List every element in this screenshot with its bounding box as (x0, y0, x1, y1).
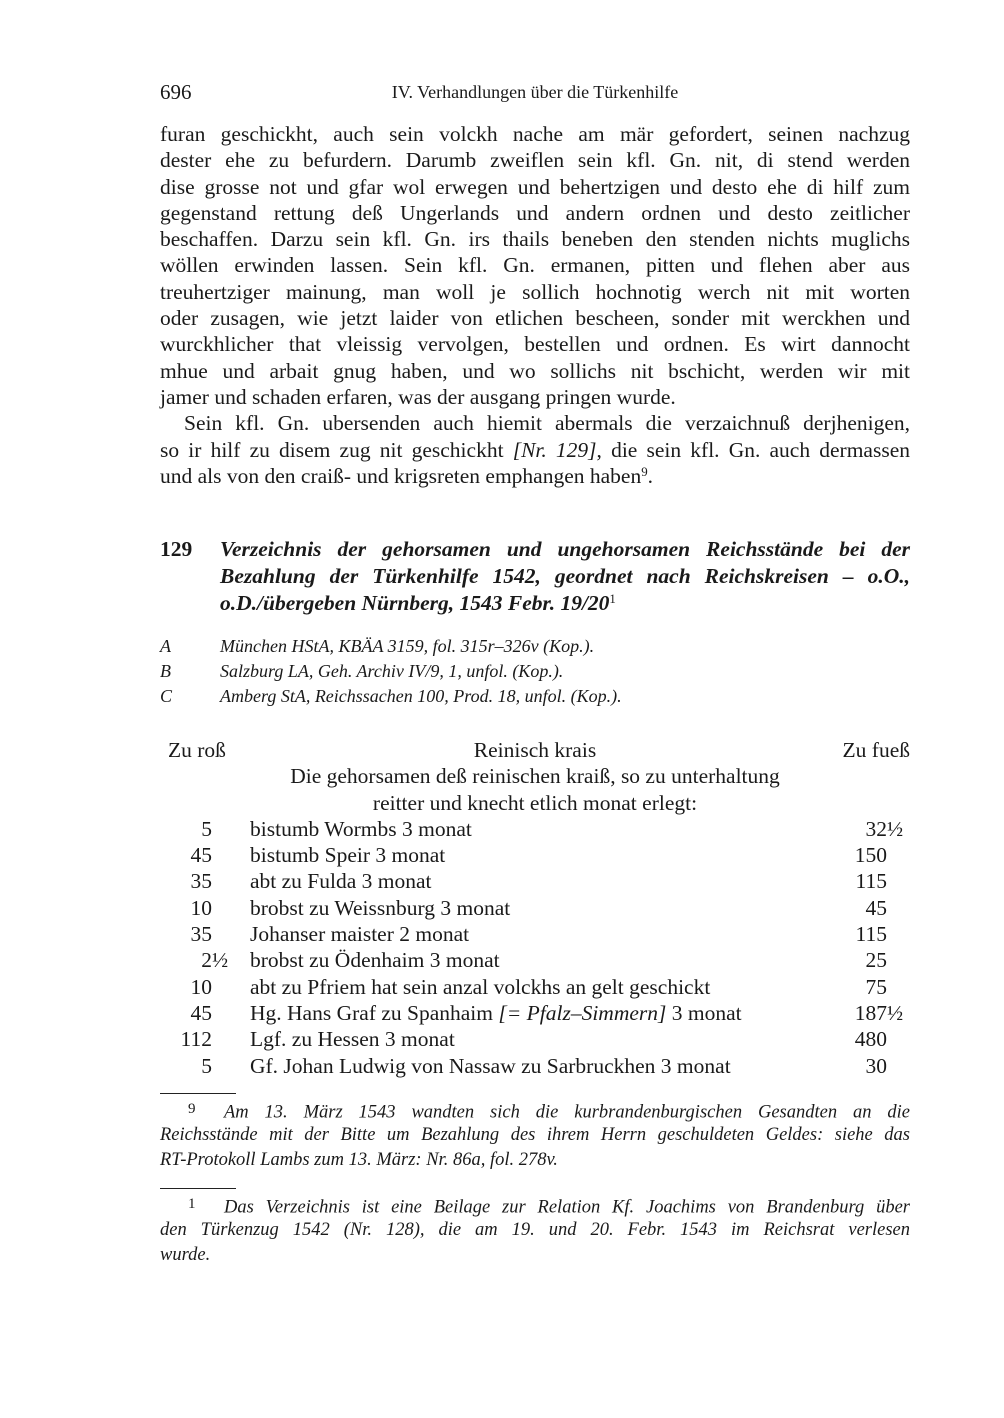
text: und als von den craiß- und krigsreten emphangen haben (160, 463, 642, 488)
footnote-9 (160, 1097, 910, 1174)
fuess-fraction: ½ (887, 816, 904, 841)
ross-value: 10 (190, 974, 212, 999)
siglum: A (160, 636, 171, 656)
table-row (160, 895, 910, 921)
body-line: gegenstand rettung deß Ungerlands und andern ordnen und desto zeitlicher (160, 200, 910, 225)
table-row (160, 921, 910, 947)
document-number: 129 (160, 537, 193, 561)
source-list (160, 634, 910, 709)
table-row (160, 816, 910, 842)
fuess-value: 115 (855, 922, 887, 947)
ross-value: 10 (190, 895, 212, 920)
text: 3 monat (666, 1000, 742, 1025)
text: Johanser maister 2 monat (250, 922, 470, 947)
text: , die sein kfl. Gn. auch dermassen (596, 437, 911, 462)
text: . (647, 463, 654, 488)
text: Das Verzeichnis ist eine Beilage zur Relation Kf. Joachims von Brandenburg über (224, 1197, 910, 1218)
body-line (160, 463, 910, 489)
table-row (160, 947, 910, 973)
ross-value: 35 (190, 922, 212, 947)
table-header (160, 737, 910, 763)
estate-name (250, 974, 710, 1000)
text: abt zu Fulda 3 monat (250, 869, 432, 894)
footnote-rule (160, 1188, 236, 1189)
body-line: dester ehe zu befurdern. Darumb zweiflen sein kfl. Gn. nit, di stend werden (160, 148, 910, 173)
table-row (160, 1000, 910, 1026)
text: bistumb Speir 3 monat (250, 843, 446, 868)
table-row (160, 1026, 910, 1052)
ross-value: 5 (201, 816, 212, 841)
footnote-1 (160, 1192, 910, 1269)
source-entry (160, 659, 910, 684)
fuess-value: 45 (865, 895, 887, 920)
column-header-fuess: Zu fueß (842, 738, 910, 762)
body-line: wurckhlicher that vleissig vervolgen, bestellen und ordnen. Es wirt dannocht (160, 332, 910, 357)
footnote-mark: 1 (188, 1196, 196, 1212)
table-row (160, 974, 910, 1000)
footnote-line: den Türkenzug 1542 (Nr. 128), die am 19. und 20. Febr. 1543 im Reichsrat verlesen (160, 1219, 910, 1240)
title-line (220, 590, 910, 617)
text: brobst zu Ödenhaim 3 monat (250, 948, 500, 973)
ross-value: 45 (190, 843, 212, 868)
ross-value: 5 (201, 1053, 212, 1078)
ross-value: 112 (180, 1027, 212, 1052)
subheading-line: reitter und knecht etlich monat erlegt: (372, 790, 698, 815)
text: Am 13. März 1543 wandten sich die kurbrandenburgischen Gesandten an die (224, 1102, 910, 1123)
estate-name (250, 1026, 455, 1052)
estate-name (250, 947, 500, 973)
footnote-line (160, 1192, 910, 1218)
table-subheading (160, 763, 910, 789)
footnote-line: RT-Protokoll Lambs zum 13. März: Nr. 86a, fol. 278v. (160, 1150, 558, 1170)
cross-reference: [Nr. 129] (512, 437, 597, 462)
ross-fraction: ½ (212, 948, 229, 973)
text: bistumb Wormbs 3 monat (250, 816, 472, 841)
footnote-mark: 9 (188, 1101, 196, 1117)
ross-value: 35 (190, 869, 212, 894)
siglum: C (160, 686, 173, 706)
text: Lgf. zu Hessen 3 monat (250, 1027, 455, 1052)
fuess-value: 150 (854, 843, 887, 868)
fuess-value: 480 (854, 1027, 887, 1052)
body-line: furan geschickht, auch sein volckh nache am mär gefordert, seinen nachzug (160, 122, 910, 146)
ross-value: 2 (201, 948, 212, 973)
text: brobst zu Weissnburg 3 monat (250, 895, 511, 920)
estate-name (250, 921, 469, 947)
column-header-krais: Reinisch krais (473, 738, 597, 762)
footnote-line (160, 1097, 910, 1123)
estate-name (250, 816, 472, 842)
body-line: dise grosse not und gfar wol erwegen und behertzigen und desto ehe di hilf zum (160, 174, 910, 199)
page-header (160, 80, 910, 108)
estate-name (250, 895, 510, 921)
footnote-line: Reichsstände mit der Bitte um Bezahlung des ihrem Herrn geschuldeten Geldes: siehe das (160, 1124, 910, 1145)
body-line: jamer und schaden erfaren, was der ausgang pringen wurde. (160, 384, 676, 409)
subheading-line: Die gehorsamen deß reinischen kraiß, so zu unterhaltung (290, 764, 780, 789)
siglum: B (160, 661, 171, 681)
fuess-value: 187 (854, 1000, 887, 1025)
source-entry (160, 684, 910, 709)
document-heading (160, 536, 910, 617)
table-subheading (160, 790, 910, 816)
source-text: München HStA, KBÄA 3159, fol. 315r–326v (Kop.). (220, 636, 595, 656)
text: so ir hilf zu disem zug nit geschickht (160, 437, 513, 462)
fuess-value: 32 (865, 816, 887, 841)
fuess-value: 30 (865, 1053, 887, 1078)
fuess-fraction: ½ (887, 1000, 904, 1025)
ross-value: 45 (190, 1000, 212, 1025)
body-line: oder zusagen, wie jetzt laider von etlichen bescheen, sonder mit werckhen und (160, 306, 910, 331)
text: abt zu Pfriem hat sein anzal volckhs an gelt geschickt (250, 974, 711, 999)
body-line (160, 437, 910, 463)
source-text: Salzburg LA, Geh. Archiv IV/9, 1, unfol. (Kop.). (220, 661, 564, 681)
body-line: mhue und arbait gnug haben, und wo sollichs nit bschicht, werden wir mit (160, 358, 910, 383)
table-row (160, 1053, 910, 1079)
table-row (160, 842, 910, 868)
fuess-value: 115 (855, 869, 887, 894)
text: Hg. Hans Graf zu Spanhaim (250, 1000, 499, 1025)
fuess-value: 25 (865, 948, 887, 973)
text: o.D./übergeben Nürnberg, 1543 Febr. 19/20 (220, 591, 610, 615)
estate-name (250, 1053, 731, 1079)
body-line: beschaffen. Darzu sein kfl. Gn. irs thails beneben den stenden nichts muglichs (160, 227, 910, 252)
editorial-note: [= Pfalz–Simmern] (498, 1000, 667, 1025)
contribution-table (160, 737, 910, 1079)
footnote-line: wurde. (160, 1245, 211, 1265)
title-line: Bezahlung der Türkenhilfe 1542, geordnet nach Reichskreisen – o.O., (220, 564, 910, 588)
body-line: Sein kfl. Gn. ubersenden auch hiemit abermals die verzaichnuß derjhenigen, (184, 411, 910, 436)
source-entry (160, 634, 910, 659)
body-line: treuhertziger mainung, man woll je sollich hochnotig werch nit mit worten (160, 279, 910, 304)
body-text (160, 121, 910, 489)
estate-name (250, 868, 432, 894)
footnote-marker: 1 (609, 591, 616, 606)
source-text: Amberg StA, Reichssachen 100, Prod. 18, unfol. (Kop.). (220, 686, 622, 706)
table-row (160, 868, 910, 894)
footnote-marker: 9 (641, 464, 648, 479)
estate-name (250, 842, 445, 868)
page-number: 696 (160, 80, 192, 104)
body-line: wöllen erwinden lassen. Sein kfl. Gn. ermanen, pitten und flehen aber aus (160, 253, 910, 278)
text: Gf. Johan Ludwig von Nassaw zu Sarbruckhen 3 monat (250, 1053, 731, 1078)
fuess-value: 75 (865, 974, 887, 999)
column-header-ross: Zu roß (168, 738, 226, 762)
footnote-rule (160, 1093, 236, 1094)
running-title: IV. Verhandlungen über die Türkenhilfe (391, 82, 679, 102)
document-title (220, 536, 910, 617)
estate-name (250, 1000, 742, 1026)
title-line: Verzeichnis der gehorsamen und ungehorsamen Reichsstände bei der (220, 537, 910, 561)
